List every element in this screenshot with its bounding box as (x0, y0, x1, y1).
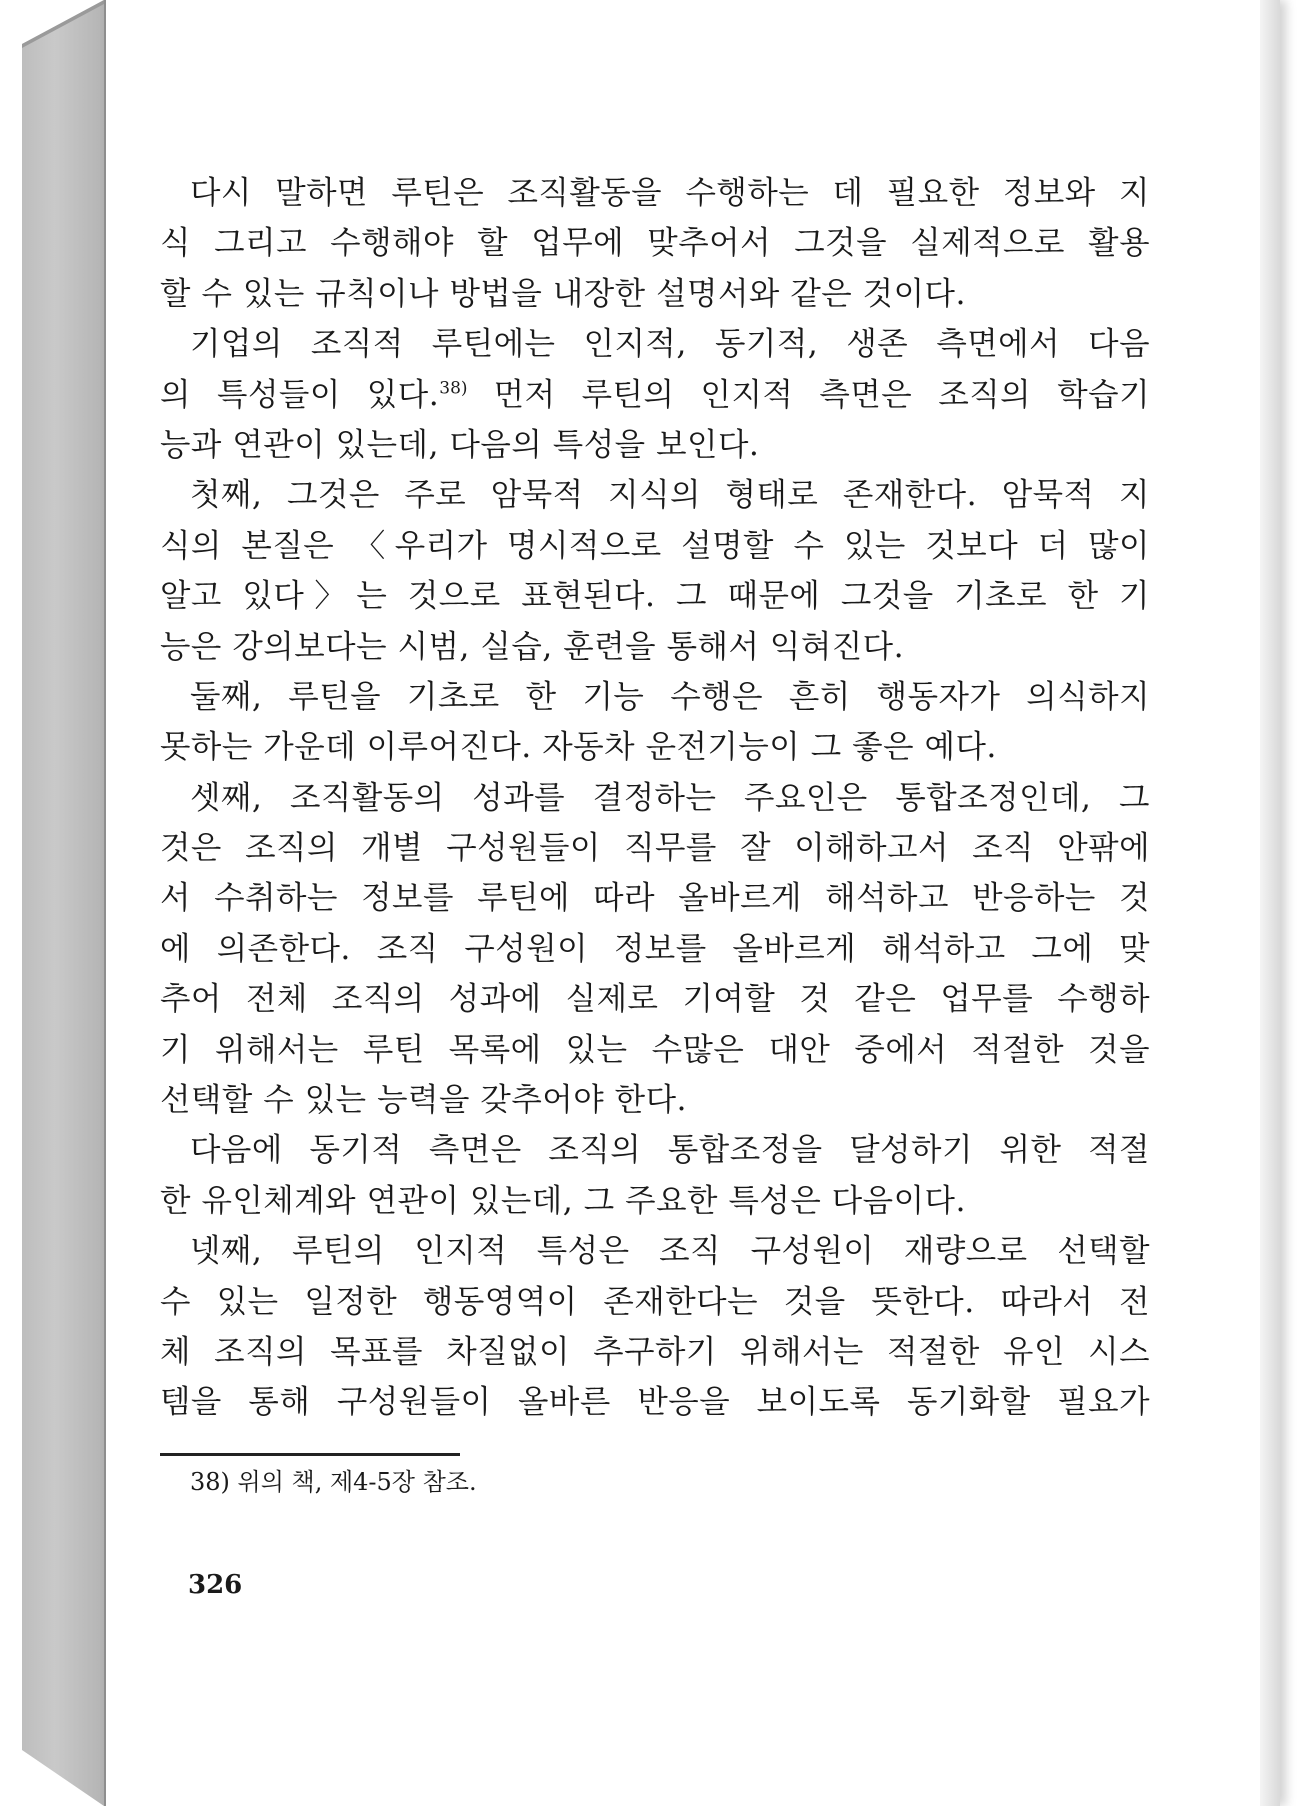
text-line: 선택할 수 있는 능력을 갖추어야 한다. (160, 1082, 688, 1119)
text-line: 식 그리고 수행해야 할 업무에 맞추어서 그것을 실제적으로 활용 (160, 225, 1150, 262)
text-line: 기 위해서는 루틴 목록에 있는 수많은 대안 중에서 적절한 것을 (160, 1031, 1150, 1068)
page-number: 326 (188, 1570, 243, 1600)
text-line: 한 유인체계와 연관이 있는데, 그 주요한 특성은 다음이다. (160, 1182, 966, 1219)
text-segment: 먼저 루틴의 인지적 측면은 조직의 학습기 (493, 376, 1151, 413)
text-line: 추어 전체 조직의 성과에 실제로 기여할 것 같은 업무를 수행하 (160, 981, 1150, 1018)
text-line: 다시 말하면 루틴은 조직활동을 수행하는 데 필요한 정보와 지 (190, 175, 1150, 211)
book-spine (22, 0, 104, 1806)
body-text (160, 168, 1150, 1428)
text-line: 첫째, 그것은 주로 암묵적 지식의 형태로 존재한다. 암묵적 지 (190, 477, 1150, 514)
text-line: 체 조직의 목표를 차질없이 추구하기 위해서는 적절한 유인 시스 (160, 1333, 1150, 1370)
text-line-with-footnote (160, 370, 1150, 420)
text-line: 수 있는 일정한 행동영역이 존재한다는 것을 뜻한다. 따라서 전 (160, 1283, 1150, 1320)
text-segment: 의 특성들이 있다. (160, 376, 440, 413)
text-line: 둘째, 루틴을 기초로 한 기능 수행은 흔히 행동자가 의식하지 (190, 678, 1150, 715)
text-line: 서 수취하는 정보를 루틴에 따라 올바르게 해석하고 반응하는 것 (160, 880, 1150, 917)
text-line: 에 의존한다. 조직 구성원이 정보를 올바르게 해석하고 그에 맞 (160, 930, 1150, 967)
text-line: 셋째, 조직활동의 성과를 결정하는 주요인은 통합조정인데, 그 (190, 779, 1150, 816)
text-line: 템을 통해 구성원들이 올바른 반응을 보이도록 동기화할 필요가 (160, 1384, 1150, 1421)
footnote: 38) 위의 책, 제4-5장 참조. (190, 1468, 477, 1496)
text-line: 능과 연관이 있는데, 다음의 특성을 보인다. (160, 426, 760, 463)
footnote-reference: 38) (439, 378, 468, 399)
text-line: 기업의 조직적 루틴에는 인지적, 동기적, 생존 측면에서 다음 (190, 326, 1150, 363)
page-edge-shadow (1260, 0, 1280, 1806)
text-line: 할 수 있는 규칙이나 방법을 내장한 설명서와 같은 것이다. (160, 275, 966, 312)
footnote-rule (160, 1453, 460, 1456)
text-line: 능은 강의보다는 시범, 실습, 훈련을 통해서 익혀진다. (160, 628, 905, 665)
text-line: 알고 있다〉는 것으로 표현된다. 그 때문에 그것을 기초로 한 기 (160, 578, 1150, 615)
text-line: 못하는 가운데 이루어진다. 자동차 운전기능이 그 좋은 예다. (160, 729, 997, 766)
text-line: 넷째, 루틴의 인지적 특성은 조직 구성원이 재량으로 선택할 (190, 1233, 1150, 1270)
text-line: 것은 조직의 개별 구성원들이 직무를 잘 이해하고서 조직 안팎에 (160, 830, 1150, 867)
text-line: 식의 본질은 〈우리가 명시적으로 설명할 수 있는 것보다 더 많이 (160, 527, 1150, 564)
text-line: 다음에 동기적 측면은 조직의 통합조정을 달성하기 위한 적절 (190, 1132, 1150, 1169)
